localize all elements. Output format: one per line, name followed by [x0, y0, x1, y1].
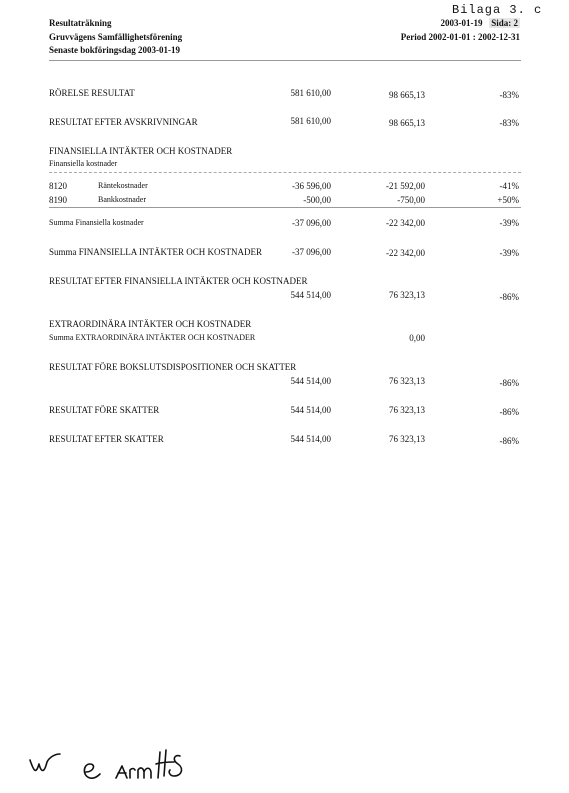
acc-8120-v2: -21 592,00	[386, 181, 425, 191]
fin-heading: FINANSIELLA INTÄKTER OCH KOSTNADER	[49, 146, 233, 156]
extra-heading: EXTRAORDINÄRA INTÄKTER OCH KOSTNADER	[49, 319, 252, 329]
acc-8120-v1: -36 596,00	[292, 181, 331, 191]
summa-extra-label: Summa EXTRAORDINÄRA INTÄKTER OCH KOSTNADER	[49, 333, 256, 342]
bilaga-label: Bilaga 3. c	[452, 3, 543, 17]
efter-fin-v2: 76 323,13	[389, 290, 425, 300]
page-label: Sida:	[491, 18, 512, 28]
efter-fin-v1: 544 514,00	[290, 290, 331, 300]
rorelse-pct: -83%	[499, 90, 519, 100]
efter-fin-label: RESULTAT EFTER FINANSIELLA INTÄKTER OCH KOSTNADER	[49, 276, 308, 286]
fin-subheading: Finansiella kostnader	[49, 159, 118, 168]
date-page-line	[440, 18, 520, 28]
efter-skatter-v1: 544 514,00	[290, 434, 331, 444]
fore-skatter-v2: 76 323,13	[389, 405, 425, 415]
acc-8190-v2: -750,00	[397, 195, 425, 205]
rorelse-v2: 98 665,13	[389, 90, 425, 100]
summa-fin-kost-v1: -37 096,00	[292, 218, 331, 228]
efter-avskr-pct: -83%	[499, 118, 519, 128]
fore-bokslut-pct: -86%	[499, 378, 519, 388]
report-title: Resultaträkning	[49, 18, 112, 28]
efter-skatter-label: RESULTAT EFTER SKATTER	[49, 434, 164, 444]
fore-bokslut-v1: 544 514,00	[290, 376, 331, 386]
fore-skatter-v1: 544 514,00	[290, 405, 331, 415]
fore-skatter-pct: -86%	[499, 407, 519, 417]
page-number: 2	[513, 18, 518, 28]
organization-name: Gruvvägens Samfällighetsförening	[49, 32, 183, 42]
efter-fin-pct: -86%	[499, 292, 519, 302]
summa-fin-kost-v2: -22 342,00	[386, 218, 425, 228]
acc-8190-v1: -500,00	[303, 195, 331, 205]
summa-fin-v1: -37 096,00	[292, 247, 331, 257]
rorelse-label: RÖRELSE RESULTAT	[49, 88, 135, 98]
acc-8120-code: 8120	[49, 181, 67, 191]
report-date: 2003-01-19	[440, 18, 483, 28]
acc-8190-pct: +50%	[497, 195, 519, 205]
summa-extra-v2: 0,00	[409, 333, 425, 343]
last-booking-date: 2003-01-19	[138, 45, 181, 55]
efter-skatter-pct: -86%	[499, 436, 519, 446]
acc-8190-code: 8190	[49, 195, 67, 205]
efter-avskr-label: RESULTAT EFTER AVSKRIVNINGAR	[49, 117, 198, 127]
summa-fin-v2: -22 342,00	[386, 248, 425, 258]
acc-8190-label: Bankkostnader	[98, 195, 146, 204]
last-booking-label: Senaste bokföringsdag	[49, 45, 136, 55]
handwritten-signatures	[28, 742, 208, 790]
summa-fin-label: Summa FINANSIELLA INTÄKTER OCH KOSTNADER	[49, 247, 262, 257]
summa-fin-pct: -39%	[499, 248, 519, 258]
summa-fin-kost-pct: -39%	[499, 218, 519, 228]
period-label: Period	[400, 32, 427, 42]
acc-8120-label: Räntekostnader	[98, 181, 148, 190]
period-line	[401, 32, 520, 42]
rorelse-v1: 581 610,00	[290, 88, 331, 98]
fore-bokslut-v2: 76 323,13	[389, 376, 425, 386]
fore-bokslut-label: RESULTAT FÖRE BOKSLUTSDISPOSITIONER OCH SKATTER	[49, 362, 297, 372]
summa-fin-kost-label: Summa Finansiella kostnader	[49, 218, 144, 227]
efter-avskr-v1: 581 610,00	[290, 116, 331, 126]
efter-avskr-v2: 98 665,13	[389, 118, 425, 128]
period-range: 2002-01-01 : 2002-12-31	[428, 32, 520, 42]
efter-skatter-v2: 76 323,13	[389, 434, 425, 444]
fore-skatter-label: RESULTAT FÖRE SKATTER	[49, 405, 160, 415]
acc-divider	[49, 207, 521, 208]
header-divider	[49, 60, 521, 61]
acc-8120-pct: -41%	[499, 181, 519, 191]
fin-divider	[49, 172, 521, 173]
page-indicator	[489, 18, 520, 28]
last-booking-info	[49, 45, 180, 55]
